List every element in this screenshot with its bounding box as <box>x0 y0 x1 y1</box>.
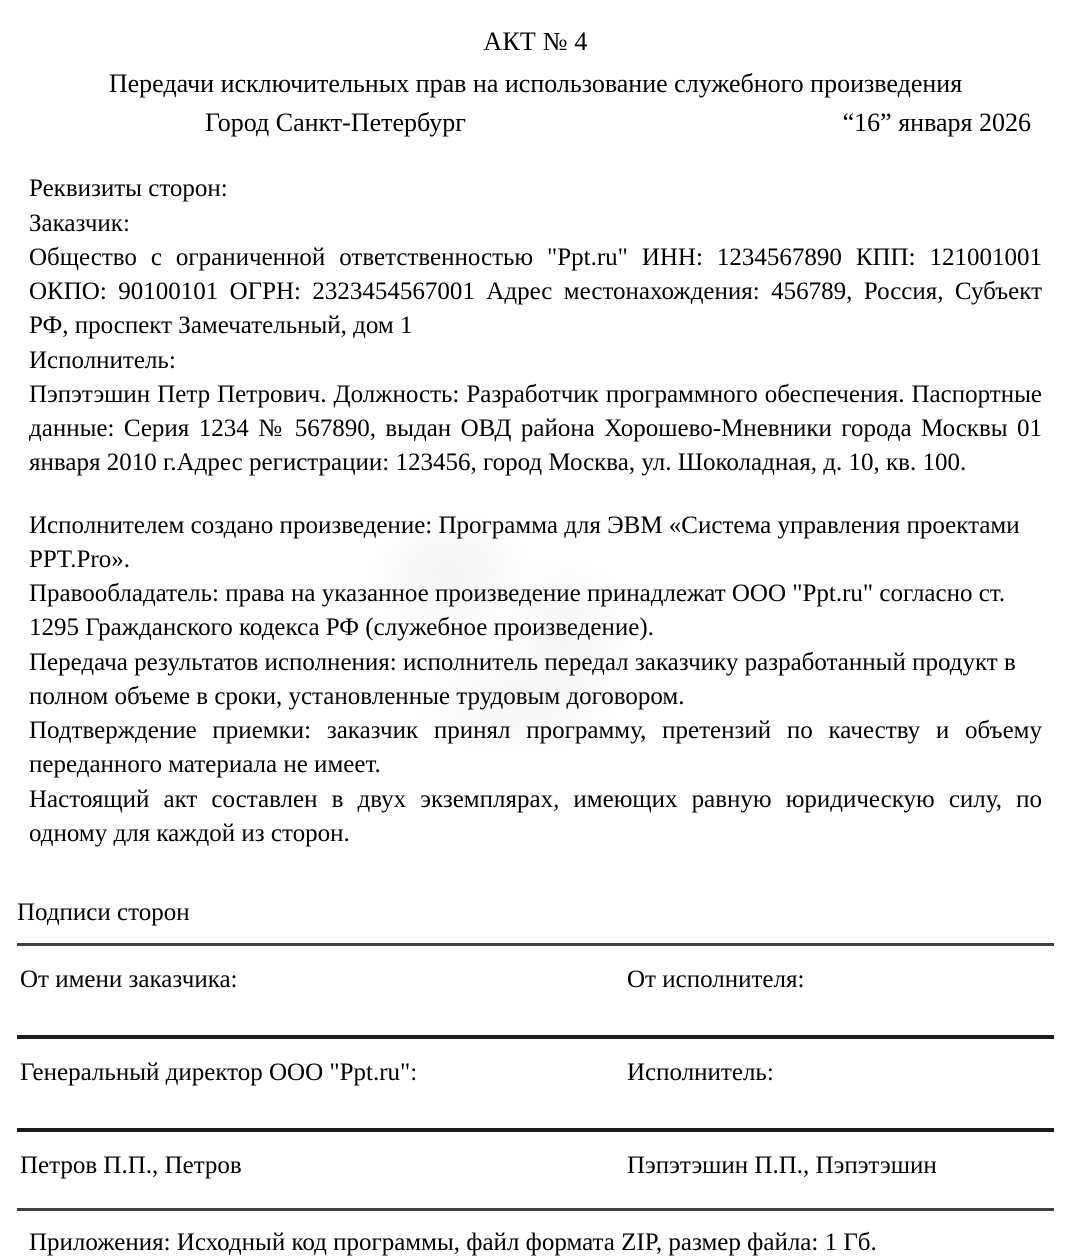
customer-label: Заказчик: <box>29 209 130 237</box>
signature-row-names <box>17 1132 1054 1208</box>
clause-rights-holder: Правообладатель: права на указанное произведение принадлежат ООО "Ppt.ru" согласно ст. 1295 Гражданского кодекса РФ (служебное произведение). <box>29 580 1006 642</box>
clause-work-created: Исполнителем создано произведение: Программа для ЭВМ «Система управления проектами PPT.Pro». <box>29 511 1020 573</box>
clause-transfer-of-results: Передача результатов исполнения: исполнитель передал заказчику разработанный продукт в полном объеме в сроки, установленные трудовым договором. <box>29 648 1016 710</box>
place-and-date-line <box>0 108 1071 138</box>
customer-details: Общество с ограниченной ответственностью "Ppt.ru" ИНН: 1234567890 КПП: 121001001 ОКПО: 90100101 ОГРН: 2323454567001 Адрес местонахождения: 456789, Россия, Субъект РФ, проспект Замечательный, дом 1 <box>29 243 1042 340</box>
city-label: Город Санкт-Петербург <box>205 108 466 138</box>
page-title: АКТ № 4 <box>483 27 588 56</box>
requisites-section <box>29 172 1042 851</box>
signature-contractor-title: От исполнителя: <box>627 965 805 993</box>
appendix-text: Приложения: Исходный код программы, файл формата ZIP, размер файла: 1 Гб. <box>29 1228 877 1256</box>
contractor-label: Исполнитель: <box>29 346 176 374</box>
contractor-details: Пэпэтэшин Петр Петрович. Должность: Разработчик программного обеспечения. Паспортные данные: Серия 1234 № 567890, выдан ОВД района Хорошево-Мневники города Москвы 01 января 2010 г.Адрес регистрации: 123456, город Москва, ул. Шоколадная, д. 10, кв. 100. <box>29 380 1042 477</box>
clause-acceptance-confirmation: Подтверждение приемки: заказчик принял программу, претензий по качеству и объему переданного материала не имеет. <box>29 717 1042 779</box>
requisites-heading: Реквизиты сторон: <box>29 175 228 203</box>
signature-contractor-name: Пэпэтэшин П.П., Пэпэтэшин <box>627 1151 937 1179</box>
signature-customer-title: От имени заказчика: <box>20 965 238 993</box>
document-date: “16” января 2026 <box>842 108 1031 138</box>
signature-customer-name: Петров П.П., Петров <box>20 1151 242 1179</box>
paragraph-spacer <box>29 481 1042 509</box>
signatures-section <box>0 897 1071 1259</box>
signature-row-positions <box>17 1039 1054 1115</box>
document-page <box>0 26 1071 1256</box>
document-subtitle: Передачи исключительных прав на использование служебного произведения <box>108 68 963 98</box>
signature-customer-position: Генеральный директор ООО "Ppt.ru": <box>20 1058 418 1086</box>
clause-copies: Настоящий акт составлен в двух экземплярах, имеющих равную юридическую силу, по одному для каждой из сторон. <box>29 785 1042 847</box>
signatures-heading: Подписи сторон <box>17 899 190 927</box>
signature-row-parties <box>17 946 1054 1022</box>
signature-contractor-position: Исполнитель: <box>627 1058 774 1086</box>
document-content <box>0 26 1071 1259</box>
